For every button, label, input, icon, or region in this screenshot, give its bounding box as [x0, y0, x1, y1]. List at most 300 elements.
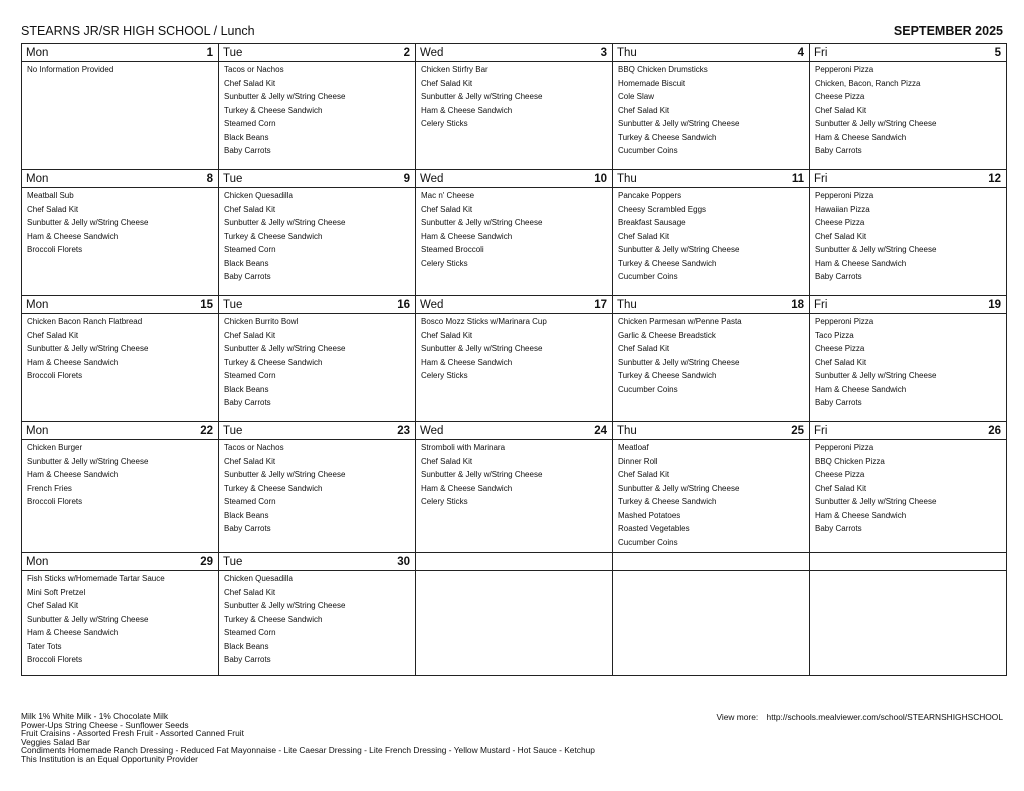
menu-item: Chef Salad Kit: [421, 330, 473, 340]
lunch-calendar: [21, 43, 1007, 676]
day-menu-cell: [810, 440, 1007, 553]
day-header: [416, 553, 612, 570]
day-header-cell: [416, 296, 613, 314]
day-menu-cell: [22, 62, 219, 170]
menu-item: Cheese Pizza: [815, 218, 865, 227]
menu-item: Chef Salad Kit: [224, 204, 276, 214]
day-menu-cell: [416, 571, 613, 676]
menu-item: Black Beans: [224, 641, 269, 651]
day-header: [22, 422, 218, 439]
menu-item: Pepperoni Pizza: [815, 443, 874, 452]
menu-item: Ham & Cheese Sandwich: [27, 357, 119, 367]
menu-item: Baby Carrots: [815, 272, 862, 281]
menu-item: Steamed Broccoli: [421, 245, 484, 254]
day-number: 22: [200, 425, 213, 437]
day-menu-cell: [810, 314, 1007, 422]
menu-item: Sunbutter & Jelly w/String Cheese: [224, 470, 346, 479]
day-menu-cell: [613, 440, 810, 553]
menu-item: Celery Sticks: [421, 371, 468, 380]
day-header: [416, 422, 612, 439]
page-title: STEARNS JR/SR HIGH SCHOOL / Lunch: [21, 24, 255, 38]
menu-item: Baby Carrots: [815, 398, 862, 407]
menu-item: Chef Salad Kit: [815, 357, 867, 367]
day-header: [810, 296, 1006, 313]
menu-item: Chef Salad Kit: [618, 344, 670, 353]
menu-item: Sunbutter & Jelly w/String Cheese: [421, 218, 543, 227]
day-header-cell: [219, 422, 416, 440]
menu-item: Fish Sticks w/Homemade Tartar Sauce: [27, 574, 165, 583]
day-header: [613, 422, 809, 439]
menu-item: Broccoli Florets: [27, 245, 83, 254]
menu-item: Steamed Corn: [224, 497, 276, 506]
day-number: 23: [397, 425, 410, 437]
menu-item: Baby Carrots: [224, 655, 271, 664]
day-header: [416, 296, 612, 313]
day-of-week: Tue: [223, 556, 243, 568]
menu-item: Ham & Cheese Sandwich: [421, 357, 513, 367]
menu-item: Tacos or Nachos: [224, 65, 284, 74]
menu-item: Mini Soft Pretzel: [27, 587, 86, 597]
menu-item-list: [22, 440, 218, 506]
menu-item-list: [810, 188, 1006, 281]
menu-item-list: [810, 62, 1006, 155]
menu-item: Sunbutter & Jelly w/String Cheese: [815, 245, 937, 254]
footer-line-power-ups: Power-Ups String Cheese - Sunflower Seeds: [21, 719, 189, 730]
menu-item: Black Beans: [224, 258, 269, 268]
day-number: 8: [206, 173, 213, 185]
menu-item: Sunbutter & Jelly w/String Cheese: [27, 344, 149, 353]
menu-item-list: [219, 571, 415, 664]
day-menu-cell: [810, 188, 1007, 296]
day-header: [219, 170, 415, 187]
menu-item: Chef Salad Kit: [224, 78, 276, 88]
menu-item: Chef Salad Kit: [815, 105, 867, 115]
view-more: [716, 712, 1003, 722]
menu-item: Cucumber Coins: [618, 272, 678, 281]
day-header-cell: [810, 44, 1007, 62]
day-number: 16: [397, 299, 410, 311]
menu-item: Celery Sticks: [421, 497, 468, 506]
week-header-row: [22, 296, 1007, 314]
menu-item: Broccoli Florets: [27, 371, 83, 380]
day-menu-cell: [219, 440, 416, 553]
day-menu-cell: [613, 188, 810, 296]
menu-item: Cole Slaw: [618, 92, 655, 101]
menu-item: Steamed Corn: [224, 119, 276, 128]
menu-item: Chicken Burger: [27, 443, 83, 452]
menu-item: Black Beans: [224, 510, 269, 520]
menu-item: Ham & Cheese Sandwich: [27, 231, 119, 241]
menu-item: Turkey & Cheese Sandwich: [224, 483, 323, 493]
menu-item: Chef Salad Kit: [224, 330, 276, 340]
week-header-row: [22, 44, 1007, 62]
menu-item-list: [613, 62, 809, 155]
day-of-week: Wed: [420, 299, 444, 311]
menu-footer: [21, 712, 595, 764]
day-number: 3: [600, 47, 607, 59]
day-header: [613, 553, 809, 570]
menu-item: Steamed Corn: [224, 245, 276, 254]
day-header: [613, 296, 809, 313]
menu-item: Sunbutter & Jelly w/String Cheese: [421, 92, 543, 101]
menu-item-list: [810, 440, 1006, 533]
day-of-week: Mon: [26, 173, 49, 185]
menu-item: Chef Salad Kit: [421, 456, 473, 466]
footer-line-milk: Milk 1% White Milk - 1% Chocolate Milk: [21, 711, 169, 721]
menu-item-list: [219, 188, 415, 281]
day-of-week: Tue: [223, 425, 243, 437]
day-header-cell: [22, 553, 219, 571]
day-header-cell: [416, 422, 613, 440]
menu-item: Ham & Cheese Sandwich: [27, 470, 119, 479]
menu-item: Sunbutter & Jelly w/String Cheese: [618, 357, 740, 367]
day-header-cell: [810, 170, 1007, 188]
menu-item: Broccoli Florets: [27, 655, 83, 664]
day-header: [810, 553, 1006, 570]
day-of-week: Thu: [617, 47, 637, 59]
menu-item: No Information Provided: [27, 65, 114, 74]
menu-item: Sunbutter & Jelly w/String Cheese: [815, 119, 937, 128]
menu-item: Chef Salad Kit: [815, 483, 867, 493]
menu-item: Tacos or Nachos: [224, 443, 284, 452]
day-of-week: Wed: [420, 47, 444, 59]
day-menu-cell: [22, 188, 219, 296]
day-of-week: Mon: [26, 299, 49, 311]
menu-item-list: [613, 440, 809, 547]
menu-item: Turkey & Cheese Sandwich: [618, 258, 717, 268]
day-menu-cell: [219, 62, 416, 170]
menu-item: Chef Salad Kit: [815, 231, 867, 241]
menu-item: Cucumber Coins: [618, 384, 678, 394]
menu-item: Sunbutter & Jelly w/String Cheese: [27, 614, 149, 624]
menu-item: Sunbutter & Jelly w/String Cheese: [618, 245, 740, 254]
day-header-cell: [22, 44, 219, 62]
menu-item: Bosco Mozz Sticks w/Marinara Cup: [421, 317, 547, 326]
day-of-week: Mon: [26, 47, 49, 59]
footer-line-veggies: Veggies Salad Bar: [21, 736, 90, 747]
menu-item: Chicken Stirfry Bar: [421, 65, 488, 74]
menu-item: Pancake Poppers: [618, 191, 682, 200]
day-header-cell: [613, 296, 810, 314]
menu-item: Stromboli with Marinara: [421, 443, 506, 452]
menu-item: Turkey & Cheese Sandwich: [224, 231, 323, 241]
menu-item: Turkey & Cheese Sandwich: [224, 614, 323, 624]
day-header: [810, 170, 1006, 187]
menu-item: Dinner Roll: [618, 456, 658, 466]
menu-item: Sunbutter & Jelly w/String Cheese: [224, 601, 346, 610]
day-menu-cell: [22, 314, 219, 422]
menu-item-list: [22, 62, 218, 74]
day-header: [810, 44, 1006, 61]
menu-item: Sunbutter & Jelly w/String Cheese: [27, 456, 149, 466]
menu-item-list: [613, 188, 809, 281]
day-header-cell: [219, 296, 416, 314]
menu-item: Steamed Corn: [224, 628, 276, 637]
menu-item: Baby Carrots: [224, 146, 271, 155]
menu-item: Sunbutter & Jelly w/String Cheese: [815, 371, 937, 380]
menu-item-list: [416, 62, 612, 128]
menu-item: Chicken, Bacon, Ranch Pizza: [815, 78, 921, 88]
menu-item-list: [416, 314, 612, 380]
menu-item: Chicken Quesadilla: [224, 191, 293, 200]
footer-line-equal-opportunity: This Institution is an Equal Opportunity Provider: [21, 753, 198, 764]
menu-item: Ham & Cheese Sandwich: [27, 628, 119, 637]
week-menu-row: [22, 440, 1007, 553]
day-header: [22, 296, 218, 313]
day-header-cell: [219, 44, 416, 62]
day-number: 25: [791, 425, 804, 437]
day-menu-cell: [22, 440, 219, 553]
menu-item-list: [416, 188, 612, 268]
day-menu-cell: [613, 314, 810, 422]
day-menu-cell: [810, 571, 1007, 676]
view-more-label: View more:: [716, 712, 759, 722]
day-of-week: Thu: [617, 425, 637, 437]
menu-item: French Fries: [27, 483, 72, 493]
day-menu-cell: [219, 571, 416, 676]
day-header-cell: [22, 296, 219, 314]
day-menu-cell: [416, 314, 613, 422]
menu-item: Turkey & Cheese Sandwich: [224, 357, 323, 367]
day-of-week: Fri: [814, 299, 828, 311]
menu-item: Turkey & Cheese Sandwich: [224, 105, 323, 115]
day-header-cell: [613, 44, 810, 62]
menu-item: Sunbutter & Jelly w/String Cheese: [224, 344, 346, 353]
menu-item: Sunbutter & Jelly w/String Cheese: [224, 92, 346, 101]
day-header-cell: [613, 422, 810, 440]
day-header-cell: [219, 170, 416, 188]
day-number: 2: [403, 47, 410, 59]
day-of-week: Tue: [223, 47, 243, 59]
menu-item: Ham & Cheese Sandwich: [421, 231, 513, 241]
menu-item: Sunbutter & Jelly w/String Cheese: [27, 218, 149, 227]
day-header: [416, 44, 612, 61]
day-of-week: Wed: [420, 425, 444, 437]
menu-item: Ham & Cheese Sandwich: [815, 258, 907, 268]
menu-item: Chef Salad Kit: [618, 231, 670, 241]
menu-item: Cheesy Scrambled Eggs: [618, 204, 707, 214]
day-header-cell: [22, 170, 219, 188]
menu-item-list: [219, 440, 415, 533]
menu-item-list: [810, 571, 1006, 575]
menu-item: Baby Carrots: [815, 524, 862, 533]
week-header-row: [22, 170, 1007, 188]
menu-item-list: [22, 314, 218, 380]
menu-item: Sunbutter & Jelly w/String Cheese: [618, 119, 740, 128]
day-header: [613, 170, 809, 187]
day-menu-cell: [22, 571, 219, 676]
menu-item: Chef Salad Kit: [421, 78, 473, 88]
day-number: 17: [594, 299, 607, 311]
day-menu-cell: [219, 188, 416, 296]
menu-item: Chef Salad Kit: [27, 204, 79, 214]
menu-item: Sunbutter & Jelly w/String Cheese: [421, 344, 543, 353]
menu-item: Pepperoni Pizza: [815, 317, 874, 326]
day-header-cell: [810, 422, 1007, 440]
menu-item: Chicken Bacon Ranch Flatbread: [27, 317, 143, 326]
month-title: SEPTEMBER 2025: [893, 24, 1003, 38]
menu-item: Sunbutter & Jelly w/String Cheese: [618, 483, 740, 493]
menu-item: Mac n' Cheese: [421, 191, 475, 200]
week-header-row: [22, 553, 1007, 571]
menu-item: Chef Salad Kit: [421, 204, 473, 214]
day-header: [22, 44, 218, 61]
menu-item: Black Beans: [224, 132, 269, 142]
menu-item: BBQ Chicken Pizza: [815, 456, 885, 466]
menu-item: Chef Salad Kit: [27, 330, 79, 340]
day-of-week: Fri: [814, 173, 828, 185]
day-menu-cell: [219, 314, 416, 422]
day-menu-cell: [613, 62, 810, 170]
day-menu-cell: [810, 62, 1007, 170]
menu-item-list: [810, 314, 1006, 407]
menu-item: Turkey & Cheese Sandwich: [618, 132, 717, 142]
day-header-cell: [810, 553, 1007, 571]
menu-item: BBQ Chicken Drumsticks: [618, 65, 708, 74]
day-header-cell: [416, 44, 613, 62]
day-header: [22, 553, 218, 570]
day-header: [613, 44, 809, 61]
menu-item: Broccoli Florets: [27, 497, 83, 506]
menu-item: Ham & Cheese Sandwich: [815, 510, 907, 520]
day-of-week: Mon: [26, 425, 49, 437]
day-number: 26: [988, 425, 1001, 437]
menu-item: Pepperoni Pizza: [815, 65, 874, 74]
day-menu-cell: [416, 440, 613, 553]
menu-item: Ham & Cheese Sandwich: [815, 132, 907, 142]
day-header: [219, 553, 415, 570]
day-number: 19: [988, 299, 1001, 311]
day-number: 4: [797, 47, 804, 59]
day-number: 18: [791, 299, 804, 311]
day-header-cell: [219, 553, 416, 571]
view-more-link[interactable]: http://schools.mealviewer.com/school/STEARNSHIGHSCHOOL: [766, 712, 1003, 722]
day-header: [22, 170, 218, 187]
menu-item-list: [22, 571, 218, 664]
week-menu-row: [22, 62, 1007, 170]
menu-item-list: [416, 571, 612, 575]
week-menu-row: [22, 314, 1007, 422]
week-menu-row: [22, 571, 1007, 676]
day-number: 5: [994, 47, 1001, 59]
menu-item: Mashed Potatoes: [618, 510, 681, 520]
day-of-week: Tue: [223, 299, 243, 311]
menu-item: Chicken Burrito Bowl: [224, 317, 299, 326]
day-header: [416, 170, 612, 187]
footer-line-fruit: Fruit Craisins - Assorted Fresh Fruit - Assorted Canned Fruit: [21, 728, 244, 739]
day-number: 30: [397, 556, 410, 568]
day-number: 24: [594, 425, 607, 437]
menu-item: Hawaiian Pizza: [815, 204, 870, 214]
menu-item: Chicken Parmesan w/Penne Pasta: [618, 317, 742, 326]
menu-item: Chicken Quesadilla: [224, 574, 293, 583]
menu-item: Cheese Pizza: [815, 92, 865, 101]
day-number: 12: [988, 173, 1001, 185]
menu-item: Celery Sticks: [421, 258, 468, 268]
menu-item: Baby Carrots: [224, 524, 271, 533]
day-number: 11: [791, 173, 804, 185]
menu-item: Chef Salad Kit: [618, 470, 670, 479]
menu-item: Baby Carrots: [815, 146, 862, 155]
day-header-cell: [416, 170, 613, 188]
menu-item: Ham & Cheese Sandwich: [421, 105, 513, 115]
menu-item-list: [613, 314, 809, 394]
week-menu-row: [22, 188, 1007, 296]
menu-item: Chef Salad Kit: [224, 587, 276, 597]
menu-item: Breakfast Sausage: [618, 218, 686, 227]
day-of-week: Fri: [814, 425, 828, 437]
day-number: 1: [206, 47, 213, 59]
day-number: 9: [403, 173, 410, 185]
menu-item: Baby Carrots: [224, 272, 271, 281]
menu-item: Turkey & Cheese Sandwich: [618, 371, 717, 380]
day-menu-cell: [416, 188, 613, 296]
menu-item: Steamed Corn: [224, 371, 276, 380]
week-header-row: [22, 422, 1007, 440]
menu-item-list: [613, 571, 809, 575]
menu-item: Sunbutter & Jelly w/String Cheese: [224, 218, 346, 227]
menu-item: Turkey & Cheese Sandwich: [618, 497, 717, 506]
menu-item: Tater Tots: [27, 641, 62, 651]
menu-item: Sunbutter & Jelly w/String Cheese: [815, 497, 937, 506]
day-header: [810, 422, 1006, 439]
menu-item: Ham & Cheese Sandwich: [815, 384, 907, 394]
menu-item: Celery Sticks: [421, 119, 468, 128]
menu-item: Cheese Pizza: [815, 344, 865, 353]
menu-item: Sunbutter & Jelly w/String Cheese: [421, 470, 543, 479]
menu-item-list: [219, 314, 415, 407]
day-of-week: Fri: [814, 47, 828, 59]
day-of-week: Mon: [26, 556, 49, 568]
day-header-cell: [22, 422, 219, 440]
menu-item: Cucumber Coins: [618, 537, 678, 547]
day-header-cell: [810, 296, 1007, 314]
day-menu-cell: [416, 62, 613, 170]
menu-item: Pepperoni Pizza: [815, 191, 874, 200]
menu-item-list: [219, 62, 415, 155]
day-header: [219, 296, 415, 313]
menu-item: Ham & Cheese Sandwich: [421, 483, 513, 493]
footer-line-condiments: Condiments Homemade Ranch Dressing - Reduced Fat Mayonnaise - Lite Caesar Dressing - Lite French Dressing - Yellow Mustard - Hot Sauce - Ketchup: [21, 745, 595, 756]
day-menu-cell: [613, 571, 810, 676]
menu-item-list: [416, 440, 612, 506]
menu-item: Meatloaf: [618, 443, 649, 452]
menu-item: Baby Carrots: [224, 398, 271, 407]
day-header-cell: [416, 553, 613, 571]
day-header-cell: [613, 170, 810, 188]
menu-item: Cheese Pizza: [815, 470, 865, 479]
day-header: [219, 44, 415, 61]
menu-item: Chef Salad Kit: [27, 601, 79, 610]
day-number: 15: [200, 299, 213, 311]
menu-item: Taco Pizza: [815, 330, 854, 340]
menu-item: Homemade Biscuit: [618, 78, 686, 88]
menu-item-list: [22, 188, 218, 254]
day-header: [219, 422, 415, 439]
day-header-cell: [613, 553, 810, 571]
menu-item: Garlic & Cheese Breadstick: [618, 330, 716, 340]
day-of-week: Tue: [223, 173, 243, 185]
day-number: 10: [594, 173, 607, 185]
day-of-week: Wed: [420, 173, 444, 185]
menu-item: Chef Salad Kit: [618, 105, 670, 115]
day-of-week: Thu: [617, 299, 637, 311]
menu-item: Meatball Sub: [27, 191, 74, 200]
menu-item: Black Beans: [224, 384, 269, 394]
menu-item: Cucumber Coins: [618, 146, 678, 155]
menu-item: Chef Salad Kit: [224, 456, 276, 466]
menu-item: Roasted Vegetables: [618, 524, 690, 533]
